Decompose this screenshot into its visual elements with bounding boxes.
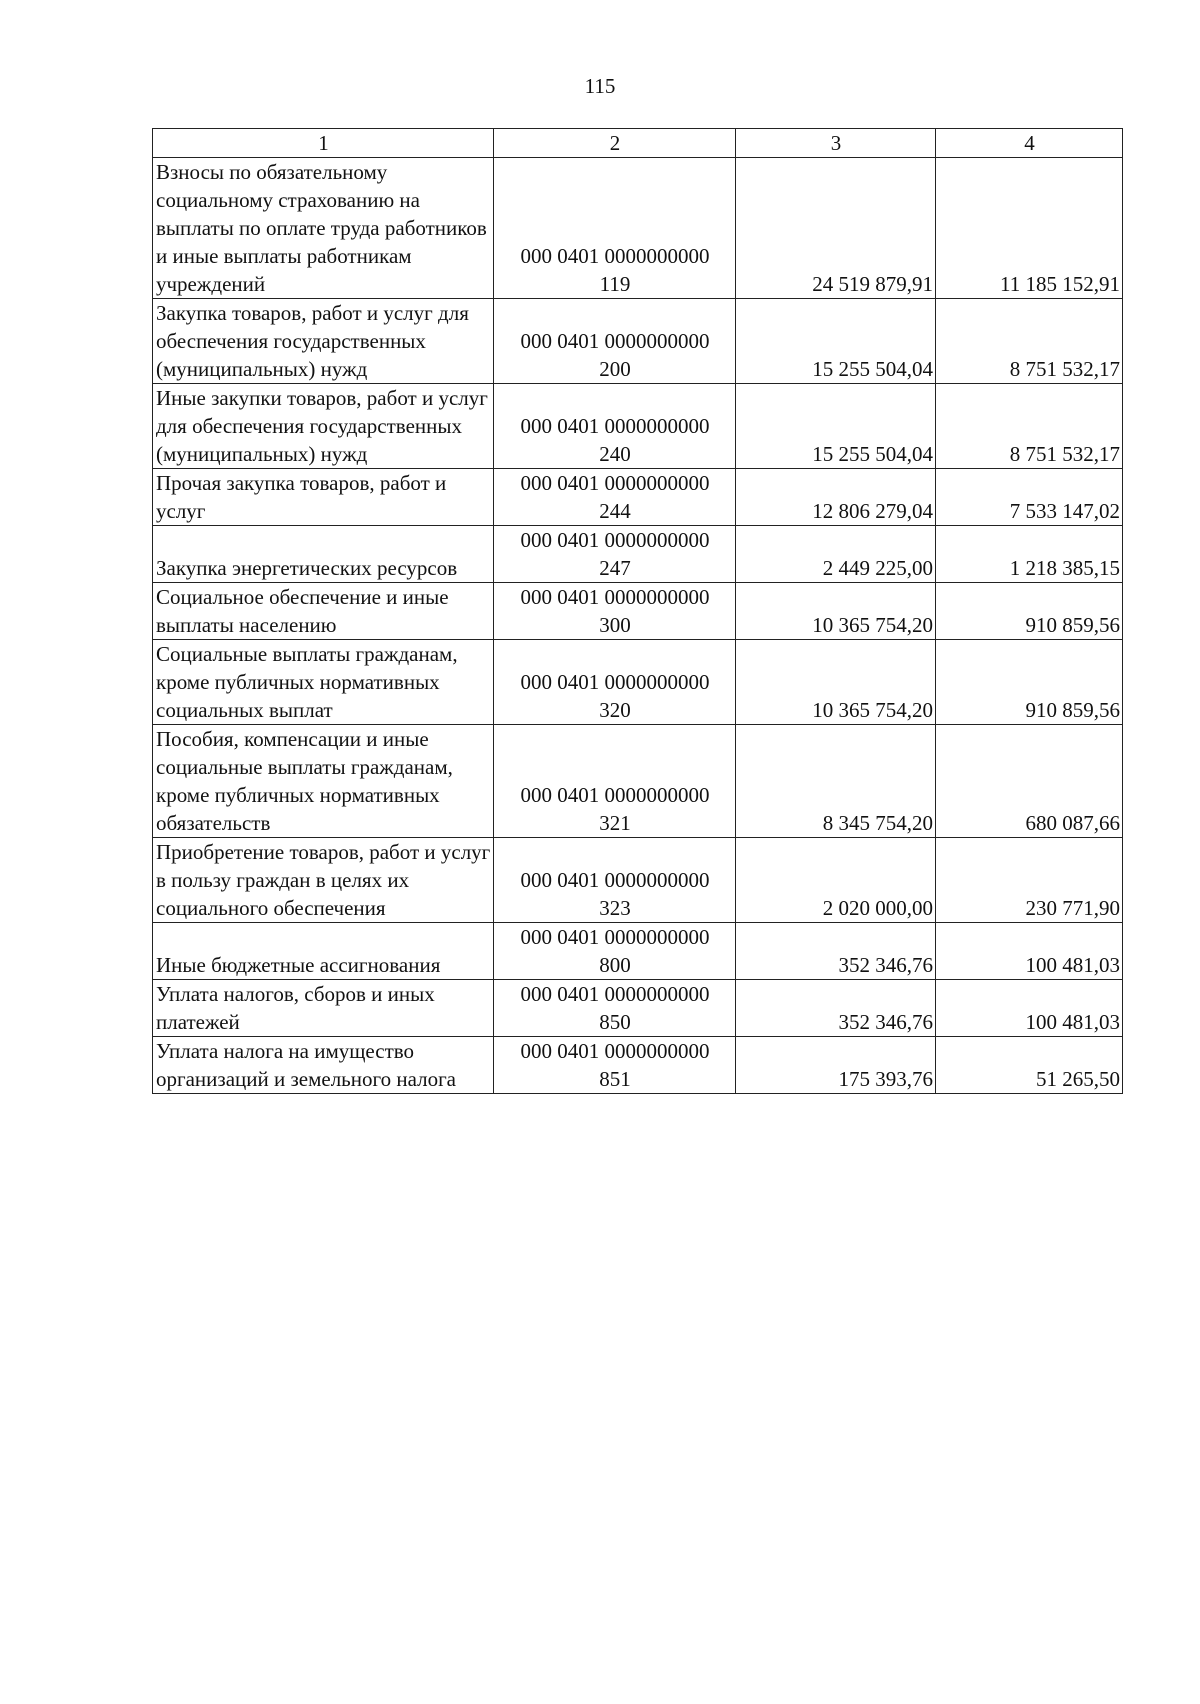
- row-code-line1: 000 0401 0000000000: [520, 868, 710, 892]
- row-code: [494, 583, 736, 640]
- row-code-line1: 000 0401 0000000000: [520, 585, 710, 609]
- row-value-col4: 100 481,03: [936, 980, 1123, 1037]
- row-code-line1: 000 0401 0000000000: [520, 329, 710, 353]
- table-row: [153, 299, 1123, 384]
- row-code-line2: 200: [599, 357, 631, 381]
- row-name: Приобретение товаров, работ и услуг в пользу граждан в целях их социального обеспечения: [153, 838, 494, 923]
- row-code-line2: 850: [599, 1010, 631, 1034]
- row-code: [494, 158, 736, 299]
- row-code: [494, 923, 736, 980]
- column-header-4: 4: [936, 129, 1123, 158]
- row-code-line1: 000 0401 0000000000: [520, 670, 710, 694]
- row-value-col4: 230 771,90: [936, 838, 1123, 923]
- row-code-line1: 000 0401 0000000000: [520, 471, 710, 495]
- row-code-line2: 119: [599, 272, 631, 296]
- row-code-line2: 851: [599, 1067, 631, 1091]
- row-code: [494, 526, 736, 583]
- row-code: [494, 469, 736, 526]
- table-row: [153, 526, 1123, 583]
- row-value-col4: 51 265,50: [936, 1037, 1123, 1094]
- row-value-col4: 8 751 532,17: [936, 384, 1123, 469]
- row-code: [494, 384, 736, 469]
- column-header-1: 1: [153, 129, 494, 158]
- row-code-line1: 000 0401 0000000000: [520, 925, 710, 949]
- row-code-line1: 000 0401 0000000000: [520, 783, 710, 807]
- row-value-col3: 2 449 225,00: [736, 526, 936, 583]
- table-row: [153, 923, 1123, 980]
- row-code-line1: 000 0401 0000000000: [520, 414, 710, 438]
- row-value-col3: 12 806 279,04: [736, 469, 936, 526]
- row-name: Прочая закупка товаров, работ и услуг: [153, 469, 494, 526]
- table-row: [153, 469, 1123, 526]
- budget-table: [152, 128, 1123, 1094]
- row-code-line1: 000 0401 0000000000: [520, 244, 710, 268]
- row-code: [494, 640, 736, 725]
- row-value-col3: 175 393,76: [736, 1037, 936, 1094]
- row-value-col3: 10 365 754,20: [736, 640, 936, 725]
- row-value-col4: 11 185 152,91: [936, 158, 1123, 299]
- column-header-3: 3: [736, 129, 936, 158]
- row-name: Уплата налога на имущество организаций и земельного налога: [153, 1037, 494, 1094]
- row-code-line2: 800: [599, 953, 631, 977]
- column-header-2: 2: [494, 129, 736, 158]
- row-name: Иные закупки товаров, работ и услуг для обеспечения государственных (муниципальных) нужд: [153, 384, 494, 469]
- table-row: [153, 980, 1123, 1037]
- row-code-line1: 000 0401 0000000000: [520, 1039, 710, 1063]
- row-code-line2: 247: [599, 556, 631, 580]
- row-value-col3: 24 519 879,91: [736, 158, 936, 299]
- row-name: Взносы по обязательному социальному страхованию на выплаты по оплате труда работников и иные выплаты работникам учреждений: [153, 158, 494, 299]
- row-value-col3: 2 020 000,00: [736, 838, 936, 923]
- row-code: [494, 725, 736, 838]
- row-name: Закупка товаров, работ и услуг для обеспечения государственных (муниципальных) нужд: [153, 299, 494, 384]
- row-code-line2: 320: [599, 698, 631, 722]
- row-value-col4: 1 218 385,15: [936, 526, 1123, 583]
- row-code-line2: 323: [599, 896, 631, 920]
- row-value-col3: 8 345 754,20: [736, 725, 936, 838]
- row-code: [494, 299, 736, 384]
- table-row: [153, 838, 1123, 923]
- row-code-line1: 000 0401 0000000000: [520, 982, 710, 1006]
- table-row: [153, 384, 1123, 469]
- row-value-col3: 352 346,76: [736, 923, 936, 980]
- row-code: [494, 980, 736, 1037]
- row-name: Пособия, компенсации и иные социальные выплаты гражданам, кроме публичных нормативных обязательств: [153, 725, 494, 838]
- row-value-col3: 10 365 754,20: [736, 583, 936, 640]
- row-value-col4: 910 859,56: [936, 583, 1123, 640]
- row-value-col4: 7 533 147,02: [936, 469, 1123, 526]
- row-code-line2: 244: [599, 499, 631, 523]
- table-row: [153, 1037, 1123, 1094]
- row-value-col4: 8 751 532,17: [936, 299, 1123, 384]
- row-name: Социальные выплаты гражданам, кроме публичных нормативных социальных выплат: [153, 640, 494, 725]
- row-value-col4: 910 859,56: [936, 640, 1123, 725]
- table-row: [153, 583, 1123, 640]
- row-code-line2: 321: [599, 811, 631, 835]
- row-name: Уплата налогов, сборов и иных платежей: [153, 980, 494, 1037]
- table-header-row: [153, 129, 1123, 158]
- table-row: [153, 640, 1123, 725]
- row-value-col3: 15 255 504,04: [736, 299, 936, 384]
- row-code-line2: 300: [599, 613, 631, 637]
- row-code: [494, 1037, 736, 1094]
- table-body: [153, 158, 1123, 1094]
- table-row: [153, 725, 1123, 838]
- page-number: 115: [584, 74, 616, 98]
- row-name: Закупка энергетических ресурсов: [153, 526, 494, 583]
- row-name: Социальное обеспечение и иные выплаты населению: [153, 583, 494, 640]
- row-code-line1: 000 0401 0000000000: [520, 528, 710, 552]
- table-row: [153, 158, 1123, 299]
- row-value-col4: 680 087,66: [936, 725, 1123, 838]
- row-value-col3: 352 346,76: [736, 980, 936, 1037]
- row-code-line2: 240: [599, 442, 631, 466]
- row-value-col4: 100 481,03: [936, 923, 1123, 980]
- row-value-col3: 15 255 504,04: [736, 384, 936, 469]
- row-code: [494, 838, 736, 923]
- row-name: Иные бюджетные ассигнования: [153, 923, 494, 980]
